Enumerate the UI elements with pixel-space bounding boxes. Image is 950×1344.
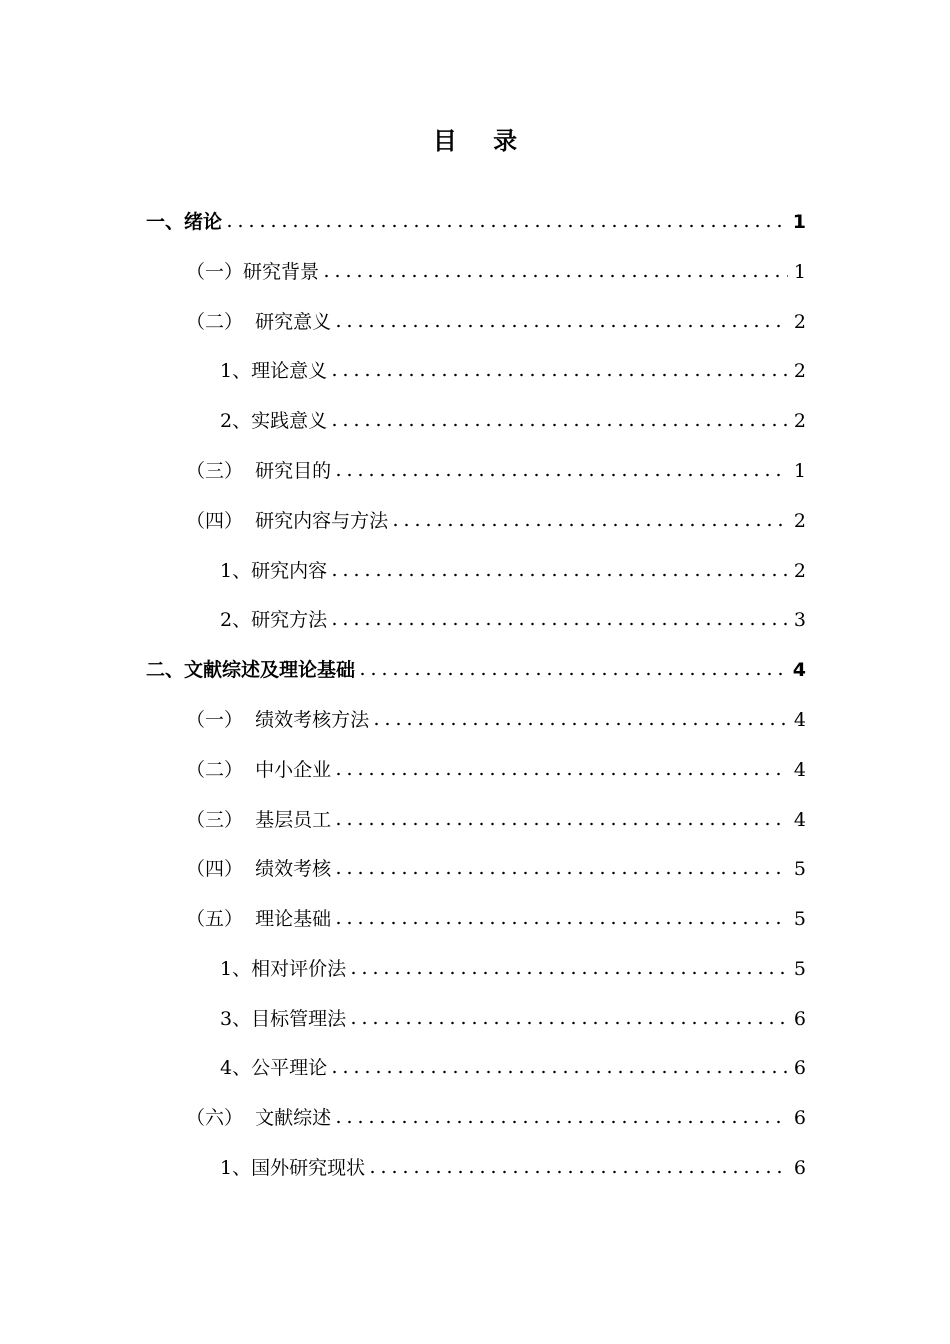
- dot-leader: [371, 722, 788, 726]
- toc-entry-page: 5: [793, 908, 806, 930]
- toc-entry-label: （三） 基层员工: [186, 809, 332, 831]
- toc-entry[interactable]: [220, 1044, 806, 1080]
- toc-entry-page: 2: [793, 360, 806, 382]
- toc-entry[interactable]: [186, 746, 806, 782]
- dot-leader: [333, 822, 788, 826]
- toc-entry-label: （三） 研究目的: [186, 460, 332, 482]
- toc-entry-page: 6: [793, 1107, 806, 1129]
- toc-entry-label: （五） 理论基础: [186, 908, 332, 930]
- toc-entry[interactable]: [220, 1144, 806, 1180]
- dot-leader: [390, 523, 788, 527]
- dot-leader: [329, 373, 788, 377]
- toc-entry-page: 2: [793, 311, 806, 333]
- toc-entry[interactable]: [186, 895, 806, 931]
- dot-leader: [224, 224, 787, 228]
- toc-entry-label: 2、实践意义: [220, 410, 328, 432]
- toc-entry-page: 1: [793, 261, 806, 283]
- toc-entry[interactable]: [220, 547, 806, 583]
- toc-entry[interactable]: [186, 796, 806, 832]
- toc-entry[interactable]: [186, 845, 806, 881]
- toc-entry-page: 2: [793, 560, 806, 582]
- toc-entry[interactable]: [220, 995, 806, 1031]
- dot-leader: [329, 423, 788, 427]
- dot-leader: [329, 1070, 788, 1074]
- toc-entry-page: 6: [793, 1008, 806, 1030]
- toc-entry-page: 4: [793, 709, 806, 731]
- toc-entry-label: 二、文献综述及理论基础: [146, 659, 356, 681]
- toc-title: 目 录: [432, 127, 532, 155]
- dot-leader: [357, 672, 787, 676]
- toc-entry-page: 5: [793, 958, 806, 980]
- toc-entry-page: 2: [793, 410, 806, 432]
- dot-leader: [333, 324, 788, 328]
- toc-entry-page: 4: [792, 659, 806, 681]
- toc-entry[interactable]: [220, 347, 806, 383]
- dot-leader: [329, 573, 788, 577]
- toc-entry-label: 1、理论意义: [220, 360, 328, 382]
- toc-entry-page: 6: [793, 1157, 806, 1179]
- toc-entry-label: 3、目标管理法: [220, 1008, 347, 1030]
- dot-leader: [333, 871, 788, 875]
- dot-leader: [348, 1021, 788, 1025]
- dot-leader: [329, 622, 788, 626]
- toc-entry-label: （二） 研究意义: [186, 311, 332, 333]
- toc-entry-page: 4: [793, 759, 806, 781]
- toc-entry-label: （一）研究背景: [186, 261, 320, 283]
- toc-entry-page: 4: [793, 809, 806, 831]
- dot-leader: [348, 971, 788, 975]
- toc-entry-label: （六） 文献综述: [186, 1107, 332, 1129]
- dot-leader: [333, 473, 788, 477]
- toc-entry-label: 1、国外研究现状: [220, 1157, 366, 1179]
- toc-entry[interactable]: [146, 646, 806, 682]
- dot-leader: [321, 274, 788, 278]
- toc-entry-label: 1、研究内容: [220, 560, 328, 582]
- toc-entry-label: 2、研究方法: [220, 609, 328, 631]
- dot-leader: [367, 1170, 788, 1174]
- toc-entry[interactable]: [186, 1094, 806, 1130]
- toc-entry-label: （一） 绩效考核方法: [186, 709, 370, 731]
- toc-entry[interactable]: [220, 397, 806, 433]
- dot-leader: [333, 1120, 788, 1124]
- toc-entry[interactable]: [186, 497, 806, 533]
- toc-entry-label: （四） 研究内容与方法: [186, 510, 389, 532]
- toc-entry[interactable]: [186, 696, 806, 732]
- toc-entry-page: 1: [793, 460, 806, 482]
- toc-entry-label: （四） 绩效考核: [186, 858, 332, 880]
- dot-leader: [333, 921, 788, 925]
- toc-entry-page: 1: [792, 211, 806, 233]
- toc-entry-label: 一、绪论: [146, 211, 223, 233]
- toc-entry-label: 1、相对评价法: [220, 958, 347, 980]
- toc-entry-page: 6: [793, 1057, 806, 1079]
- toc-entry-label: 4、公平理论: [220, 1057, 328, 1079]
- toc-entry[interactable]: [220, 596, 806, 632]
- toc-entry[interactable]: [146, 198, 806, 234]
- toc-entry-page: 5: [793, 858, 806, 880]
- toc-entry-page: 3: [793, 609, 806, 631]
- toc-entry-page: 2: [793, 510, 806, 532]
- toc-entry[interactable]: [186, 298, 806, 334]
- dot-leader: [333, 772, 788, 776]
- toc-entry[interactable]: [220, 945, 806, 981]
- toc-entry[interactable]: [186, 447, 806, 483]
- toc-entry-label: （二） 中小企业: [186, 759, 332, 781]
- toc-entry[interactable]: [186, 248, 806, 284]
